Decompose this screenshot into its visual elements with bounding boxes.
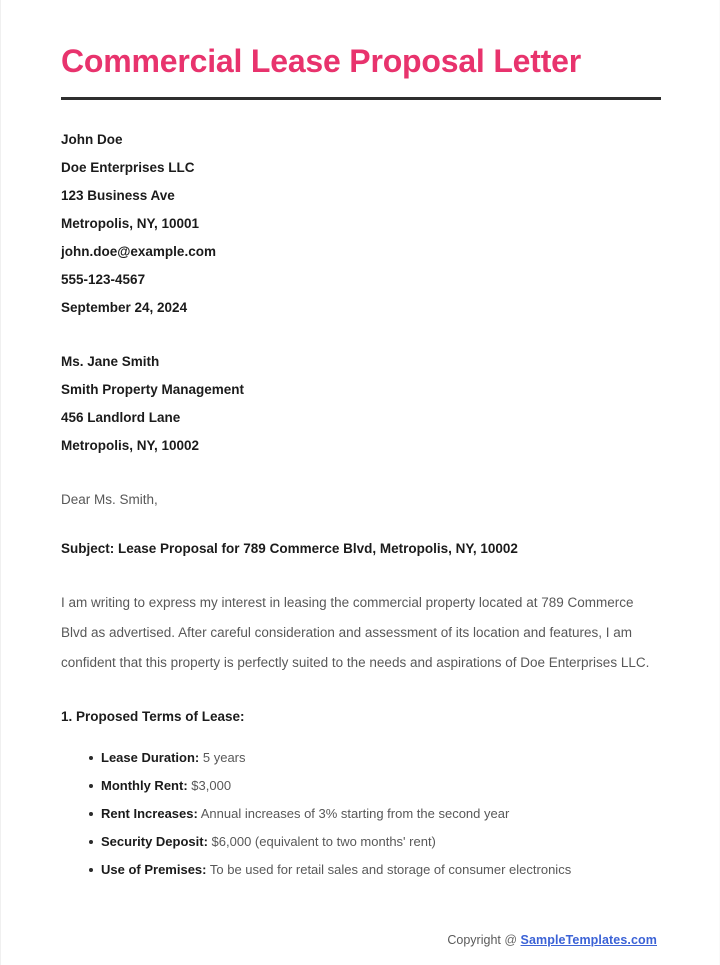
document-body [61,0,661,884]
list-item [61,744,661,772]
proposed-terms-list [61,744,661,884]
term-value: 5 years [202,750,246,766]
term-label: Lease Duration: [101,750,200,766]
sender-street: 123 Business Ave [61,188,175,204]
term-label: Security Deposit: [101,834,208,850]
sender-name: John Doe [61,132,123,148]
body-paragraph: I am writing to express my interest in leasing the commercial property located at 789 Commerce Blvd as advertised. After careful consideration and assessment of its location and features, I am confident that this property is perfectly suited to the needs and aspirations of Doe Enterprises LLC. [61,595,650,671]
list-item [61,828,661,856]
sender-city-state-zip: Metropolis, NY, 10001 [61,216,200,232]
recipient-city-state-zip: Metropolis, NY, 10002 [61,438,200,454]
list-item [61,856,661,884]
section-heading-proposed-terms: 1. Proposed Terms of Lease: [61,709,245,725]
sender-email: john.doe@example.com [61,244,216,260]
copyright-text: Copyright [447,933,501,947]
term-label: Rent Increases: [101,806,198,822]
footer-copyright [447,933,657,947]
bullet-point-icon [89,756,93,760]
bullet-point-icon [89,840,93,844]
bullet-point-icon [89,784,93,788]
recipient-name: Ms. Jane Smith [61,354,160,370]
recipient-address-block [61,348,661,460]
recipient-street: 456 Landlord Lane [61,410,181,426]
term-value: Annual increases of 3% starting from the second year [200,806,510,822]
subject-line: Subject: Lease Proposal for 789 Commerce Blvd, Metropolis, NY, 10002 [61,541,518,557]
list-item [61,800,661,828]
title-divider [61,97,661,100]
recipient-company: Smith Property Management [61,382,245,398]
letter-date: September 24, 2024 [61,300,188,316]
sender-address-block [61,126,661,322]
term-value: $6,000 (equivalent to two months' rent) [211,834,436,850]
bullet-point-icon [89,812,93,816]
at-symbol-icon: @ [504,933,518,947]
term-value: $3,000 [191,778,232,794]
sample-templates-link[interactable]: SampleTemplates.com [520,933,657,947]
term-value: To be used for retail sales and storage of consumer electronics [209,862,572,878]
sender-company: Doe Enterprises LLC [61,160,195,176]
bullet-point-icon [89,868,93,872]
salutation: Dear Ms. Smith, [61,492,158,508]
list-item [61,772,661,800]
page-title: Commercial Lease Proposal Letter [61,43,582,79]
sender-phone: 555-123-4567 [61,272,146,288]
term-label: Monthly Rent: [101,778,188,794]
term-label: Use of Premises: [101,862,207,878]
